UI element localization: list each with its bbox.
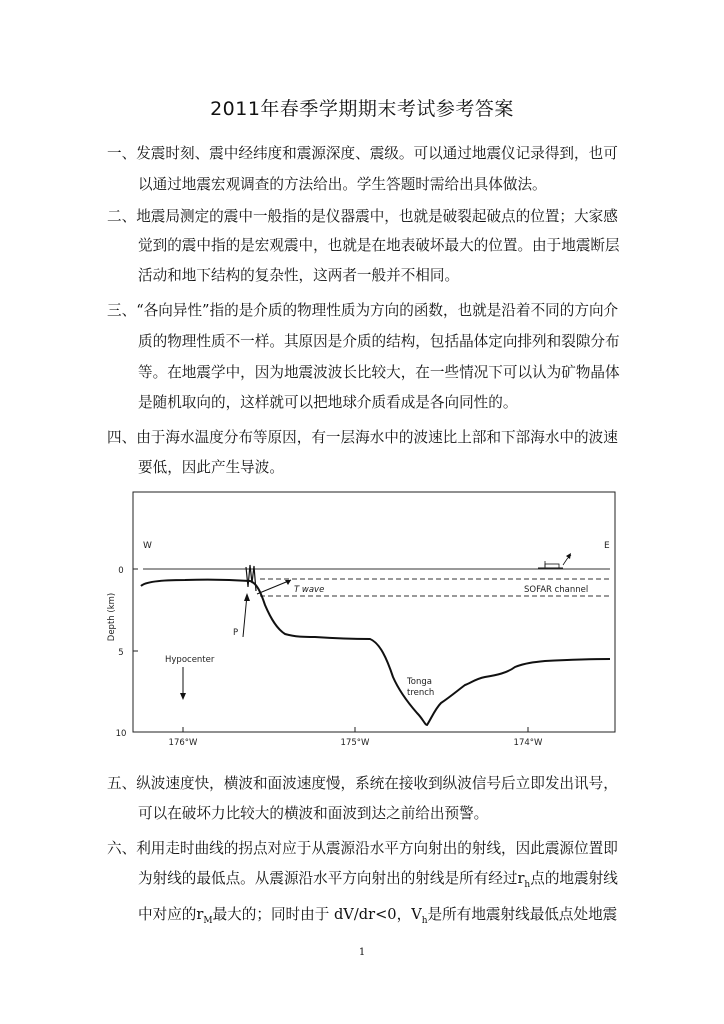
answer-3-line-2: 质的物理性质不一样。其原因是介质的结构，包括晶体定向排列和裂隙分布 — [138, 333, 620, 350]
answer-1-line-2: 以通过地震宏观调查的方法给出。学生答题时需给出具体做法。 — [138, 176, 547, 193]
x-tick-label-176: 176°W — [168, 738, 198, 748]
p-wave-label: P — [233, 628, 239, 638]
y-tick-label-10: 10 — [115, 729, 127, 739]
answer-5-text-1: 纵波速度快，横波和面波速度慢，系统在接收到纵波信号后立即发出讯号， — [136, 775, 618, 792]
y-axis-label: Depth (km) — [107, 592, 117, 642]
answer-4-label: 四、 — [107, 429, 137, 446]
tonga-label: Tonga — [407, 677, 432, 687]
answer-6-sub-h: h — [524, 879, 531, 890]
answer-6-line-1 — [107, 840, 618, 858]
answer-1-label: 一、 — [107, 145, 137, 162]
answer-6-text-2-tail: 点的地震射线 — [530, 870, 618, 887]
hypocenter-label: Hypocenter — [165, 655, 215, 665]
answer-6-text-3b: 最大的；同时由于 dV/dr<0，V — [212, 906, 422, 923]
y-tick-label-0: 0 — [118, 566, 124, 576]
answer-3-text-1: “各向异性”指的是介质的物理性质为方向的函数，也就是沿着不同的方向介 — [136, 302, 619, 319]
answer-1-line-1 — [107, 145, 618, 163]
answer-1-text-1: 发震时刻、震中经纬度和震源深度、震级。可以通过地震仪记录得到，也可 — [136, 145, 618, 162]
answer-6-text-3a: 中对应的r — [138, 906, 204, 923]
answer-6-sub-m: M — [203, 915, 213, 926]
x-tick-label-175: 175°W — [340, 738, 370, 748]
answer-6-text-3c: 是所有地震射线最低点处地震 — [427, 906, 618, 923]
answer-3-line-1 — [107, 302, 618, 320]
answer-6-line-3 — [138, 906, 617, 930]
answer-3-line-4: 是随机取向的，这样就可以把地球介质看成是各向同性的。 — [138, 394, 518, 411]
figure-frame — [133, 492, 615, 732]
t-wave-arrow — [257, 580, 291, 594]
page-title: 2011年春季学期期末考试参考答案 — [210, 98, 514, 120]
hypocenter-arrowhead — [180, 693, 186, 700]
trench-label: trench — [407, 688, 435, 698]
answer-3-label: 三、 — [107, 302, 137, 319]
x-tick-label-174: 174°W — [513, 738, 543, 748]
answer-6-text-1: 利用走时曲线的拐点对应于从震源沿水平方向射出的射线，因此震源位置即 — [136, 840, 618, 857]
answer-6-line-2 — [138, 870, 618, 894]
answer-2-line-3: 活动和地下结构的复杂性，这两者一般并不相同。 — [138, 267, 460, 284]
y-tick-label-5: 5 — [118, 648, 124, 658]
seafloor-profile — [141, 580, 610, 725]
answer-6-label: 六、 — [107, 840, 137, 857]
answer-4-line-2: 要低，因此产生导波。 — [138, 459, 284, 476]
answer-2-label: 二、 — [107, 208, 137, 225]
hydrophone-icon — [538, 553, 571, 568]
answer-6-sub-vh: h — [421, 915, 428, 926]
t-wave-label: T wave — [294, 585, 325, 595]
answer-5-line-2: 可以在破坏力比较大的横波和面波到达之前给出预警。 — [138, 805, 489, 822]
answer-5-line-1 — [107, 775, 618, 793]
answer-6-text-2: 为射线的最低点。从震源沿水平方向射出的射线是所有经过r — [138, 870, 525, 887]
west-label: W — [143, 541, 152, 551]
figure-svg — [105, 487, 619, 757]
answer-4-text-1: 由于海水温度分布等原因，有一层海水中的波速比上部和下部海水中的波速 — [136, 429, 618, 446]
page-number: 1 — [358, 947, 366, 958]
answer-2-line-2: 觉到的震中指的是宏观震中，也就是在地表破坏最大的位置。由于地震断层 — [138, 237, 620, 254]
answer-4-line-1 — [107, 429, 618, 447]
answer-2-text-1: 地震局测定的震中一般指的是仪器震中，也就是破裂起破点的位置；大家感 — [136, 208, 618, 225]
sofar-label: SOFAR channel — [524, 585, 589, 595]
p-wave-arrow — [243, 595, 247, 637]
east-label: E — [604, 541, 610, 551]
tonga-trench-figure — [105, 487, 619, 757]
answer-2-line-1 — [107, 208, 618, 226]
answer-5-label: 五、 — [107, 775, 137, 792]
p-wave-arrowhead — [244, 593, 250, 601]
answer-3-line-3: 等。在地震学中，因为地震波波长比较大，在一些情况下可以认为矿物晶体 — [138, 364, 620, 381]
